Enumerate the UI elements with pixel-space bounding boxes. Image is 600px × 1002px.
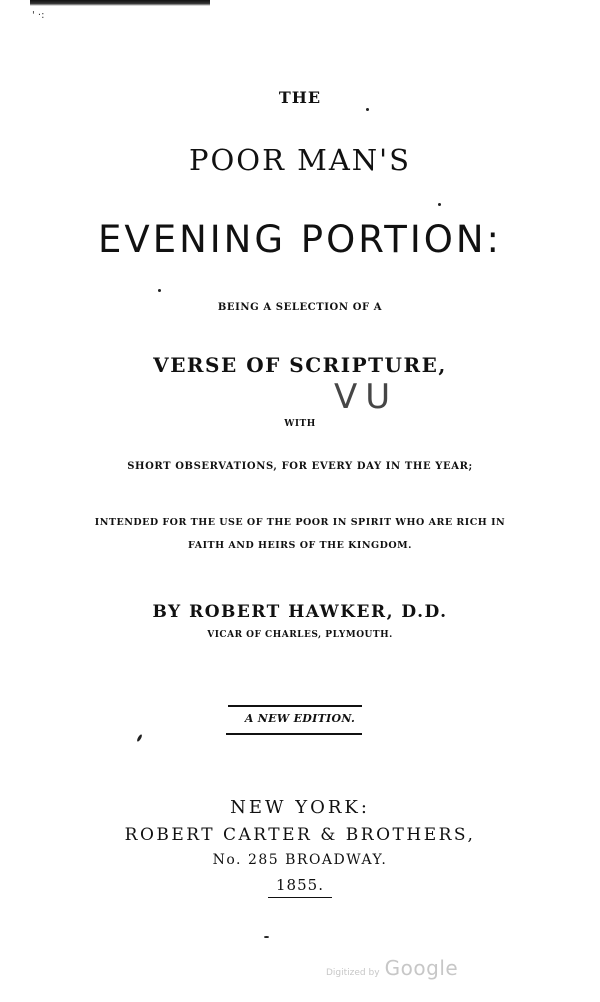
digitization-watermark — [326, 956, 458, 980]
subtitle-with: WITH — [284, 419, 316, 429]
library-stamp: VU — [334, 377, 399, 417]
imprint-city: NEW YORK: — [230, 797, 370, 818]
imprint-publisher: ROBERT CARTER & BROTHERS, — [124, 825, 476, 845]
scan-edge-specks: ' ·: — [32, 10, 45, 21]
imprint-address: No. 285 BROADWAY. — [212, 852, 388, 868]
edition-rule-top — [228, 705, 362, 707]
watermark-prefix: Digitized by — [326, 968, 380, 978]
ink-speck — [158, 289, 161, 292]
scan-edge-mark — [30, 0, 210, 6]
ink-speck — [438, 203, 441, 206]
intended-line-1: INTENDED FOR THE USE OF THE POOR IN SPIRIT WHO ARE RICH IN — [94, 517, 506, 528]
author-byline: BY ROBERT HAWKER, D.D. — [152, 602, 448, 622]
subtitle-observations: SHORT OBSERVATIONS, FOR EVERY DAY IN THE YEAR; — [127, 461, 473, 472]
title-line-1: POOR MAN'S — [189, 143, 411, 177]
subtitle-verse: VERSE OF SCRIPTURE, — [153, 353, 447, 377]
edition-rule-bottom — [226, 733, 362, 735]
subtitle-being: BEING A SELECTION OF A — [217, 302, 383, 313]
watermark-brand: Google — [384, 956, 459, 980]
ink-speck — [264, 936, 269, 938]
year-rule — [268, 897, 332, 898]
ink-speck — [136, 734, 143, 742]
author-position: VICAR OF CHARLES, PLYMOUTH. — [207, 630, 393, 640]
intended-line-2: FAITH AND HEIRS OF THE KINGDOM. — [188, 540, 412, 551]
ink-speck — [366, 108, 369, 111]
imprint-year: 1855. — [276, 876, 324, 894]
edition-note: A NEW EDITION. — [244, 712, 356, 725]
title-line-2: EVENING PORTION: — [98, 218, 502, 261]
title-article: THE — [278, 88, 322, 107]
